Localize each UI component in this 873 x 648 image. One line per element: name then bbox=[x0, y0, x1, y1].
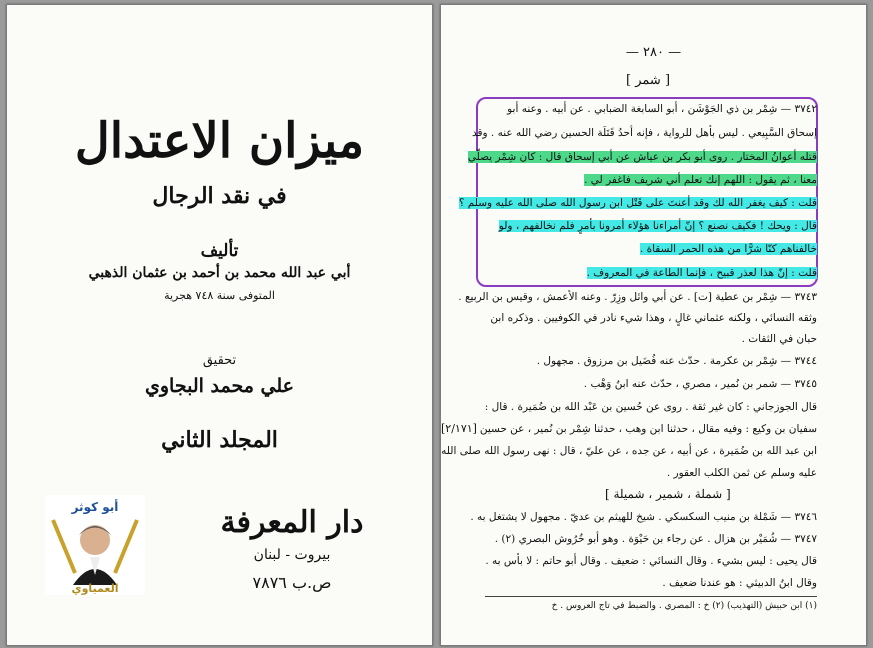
editor-name: علي محمد البجاوي bbox=[145, 375, 294, 397]
text-line: ٣٧٤٥ — شمر بن نُمير ، مصري ، حدّث عنه ابنُ وَهْب . bbox=[583, 378, 817, 390]
highlighted-text: قتله أعوانُ المختار . روى أبو بكر بن عياش عن أبي إسحاق قال : كان شِمْر يصلّي bbox=[467, 151, 817, 163]
text-page bbox=[440, 4, 867, 646]
text-line: عليه وسلم عن ثمن الكلب العقور . bbox=[666, 467, 817, 479]
book-subtitle: في نقد الرجال bbox=[152, 183, 287, 209]
text-line: قال الجوزجاني : كان غير ثقة . روى عن حُسين بن عَبْد الله بن ضُمَيرة . قال : bbox=[484, 401, 817, 413]
watermark-logo bbox=[45, 495, 145, 595]
author-death-date: المتوفى سنة ٧٤٨ هجرية bbox=[164, 289, 275, 302]
text-line: وثقه النسائي ، ولكنه عثماني غالٍ ، وهذا شيء نادر في الكوفيين . وذكره ابن bbox=[490, 312, 817, 324]
text-line: ٣٧٤٧ — شُمَيْر بن هزال . عن رجاء بن حَيْوَة . وهو أبو خُرُوش البصري (٢) . bbox=[494, 533, 817, 545]
editing-label: تحقيق bbox=[202, 353, 237, 368]
footnote: (١) ابن حبيش (التهذيب) (٢) خ : المصري . والضبط في تاج العروس . خ bbox=[551, 601, 817, 611]
text-line: ٣٧٤٣ — شِمْر بن عطية [ت] . عن أبي وائل وزِرّ . وعنه الأعمش ، وقيس بن الربيع . bbox=[458, 291, 817, 303]
text-line: سفيان بن وكيع : وفيه مقال ، حدثنا ابن وهب ، حدثنا شِمْر بن نُمير ، عن حسين bbox=[479, 423, 817, 435]
text-line bbox=[485, 267, 817, 279]
text-line: ٣٧٤٤ — شِمْر بن عكرمة . حدّث عنه فُضَيل بن مرزوق . مجهول . bbox=[536, 355, 817, 367]
book-title: ميزان الاعتدال bbox=[74, 113, 365, 169]
publisher-city: بيروت - لبنان bbox=[253, 547, 331, 563]
highlight-frame bbox=[471, 97, 818, 287]
title-page bbox=[6, 4, 433, 646]
text-line: ابن عبد الله بن ضُمَيرة ، عن أبيه ، عن جده ، عن عليّ ، قال : نهى رسول الله صلى الله bbox=[441, 445, 817, 457]
text-line bbox=[485, 174, 817, 186]
text-line: حبان في الثقات . bbox=[741, 333, 817, 345]
volume-label: المجلد الثاني bbox=[161, 427, 278, 453]
author-name: أبي عبد الله محمد بن أحمد بن عثمان الذهبي bbox=[88, 265, 351, 281]
text-line bbox=[485, 220, 817, 232]
authorship-label: تأليف bbox=[200, 241, 239, 261]
text-line: قال يحيى : ليس بشيء . وقال النسائي : ضعيف . وقال أبو حاتم : لا بأس به . bbox=[485, 555, 817, 567]
text-line bbox=[467, 151, 817, 163]
text-line bbox=[485, 243, 817, 255]
running-header: [ شمر ] bbox=[626, 73, 671, 88]
section-header: [ شملة ، شمير ، شميلة ] bbox=[605, 487, 731, 501]
marginal-reference: [٢/١٧١] bbox=[441, 422, 477, 435]
text-line: ٣٧٤٢ — شِمْر بن ذي الجَوْشَن ، أبو السابغة الضبابي . عن أبيه . وعنه أبو bbox=[507, 103, 817, 115]
publisher-po-box: ص.ب ٧٨٧٦ bbox=[252, 573, 332, 592]
highlighted-text: خالفناهم كنّا شرًّا من هذه الحمر السقاة . bbox=[639, 243, 817, 255]
highlighted-text: قلت : كيف يغفر الله لك وقد أعنتَ على قَتْل ابن رسول الله صلى الله عليه وسلم ؟ bbox=[458, 197, 817, 209]
text-line: إسحاق السَّبِيعي . ليس بأهل للرواية ، فإنه أحدُ قَتَلَة الحسين رضي الله عنه . وقد bbox=[471, 127, 817, 139]
publisher-name: دار المعرفة bbox=[220, 505, 364, 540]
text-line: ٣٧٤٦ — شَمْلة بن منيب السكسكي . شيخ للهيثم بن عديّ . مجهول لا يشتغل به . bbox=[470, 511, 817, 523]
highlighted-text: قال : ويحك ! فكيف نصنع ؟ إنّ أمراءنا هؤلاء أمرونا بأمرٍ فلم نخالفهم ، ولو bbox=[498, 220, 817, 232]
text-line: وقال ابنُ الدبيثي : هو عندنا ضعيف . bbox=[662, 577, 817, 589]
page-number: — ٢٨٠ — bbox=[625, 45, 682, 60]
text-line bbox=[458, 197, 817, 209]
highlighted-text: قلت : إنّ هذا لعذر قبيح ، فإنما الطاعة في المعروف . bbox=[586, 267, 817, 279]
highlighted-text: معنا ، ثم يقول : اللهم إنك تعلم أني شريف فاغفر لي . bbox=[584, 174, 817, 186]
logo-top-text: أبو كوثر bbox=[71, 500, 119, 514]
footnote-rule bbox=[485, 596, 817, 597]
logo-bottom-text: العمياوي bbox=[71, 582, 119, 595]
